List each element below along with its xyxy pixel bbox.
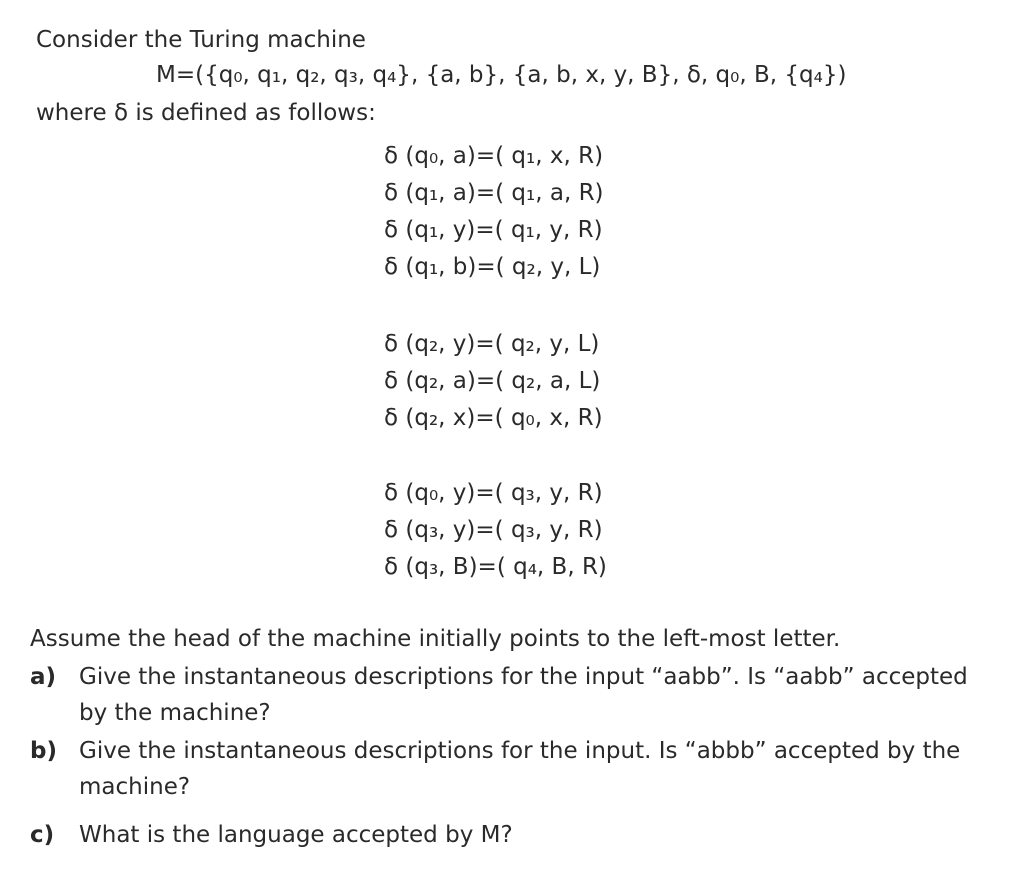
transition-rule: δ (q₃, B)=( q₄, B, R) <box>384 554 607 580</box>
transition-rule: δ (q₂, a)=( q₂, a, L) <box>384 368 601 394</box>
transition-rule: δ (q₁, y)=( q₁, y, R) <box>384 217 603 243</box>
question-c-text: What is the language accepted by M? <box>79 822 513 848</box>
question-a-text: Give the instantaneous descriptions for the input “aabb”. Is “aabb” accepted by the machine? <box>79 664 968 726</box>
question-c-label: c) <box>30 822 55 848</box>
transition-rule: δ (q₀, a)=( q₁, x, R) <box>384 143 604 169</box>
question-a-label: a) <box>30 664 57 690</box>
intro-line-3: where δ is defined as follows: <box>36 100 376 126</box>
intro-line-1: Consider the Turing machine <box>36 27 366 53</box>
transition-rule: δ (q₀, y)=( q₃, y, R) <box>384 480 603 506</box>
question-b-text: Give the instantaneous descriptions for the input. Is “abbb” accepted by the machine? <box>79 738 961 800</box>
transition-rule: δ (q₂, y)=( q₂, y, L) <box>384 331 600 357</box>
assumption-text: Assume the head of the machine initially points to the left-most letter. <box>30 626 841 652</box>
transition-rule: δ (q₂, x)=( q₀, x, R) <box>384 405 603 431</box>
machine-definition: M=({q₀, q₁, q₂, q₃, q₄}, {a, b}, {a, b, x, y, B}, δ, q₀, B, {q₄}) <box>156 62 847 88</box>
transition-rule: δ (q₃, y)=( q₃, y, R) <box>384 517 603 543</box>
question-b-label: b) <box>30 738 57 764</box>
transition-rule: δ (q₁, b)=( q₂, y, L) <box>384 254 601 280</box>
transition-rule: δ (q₁, a)=( q₁, a, R) <box>384 180 604 206</box>
